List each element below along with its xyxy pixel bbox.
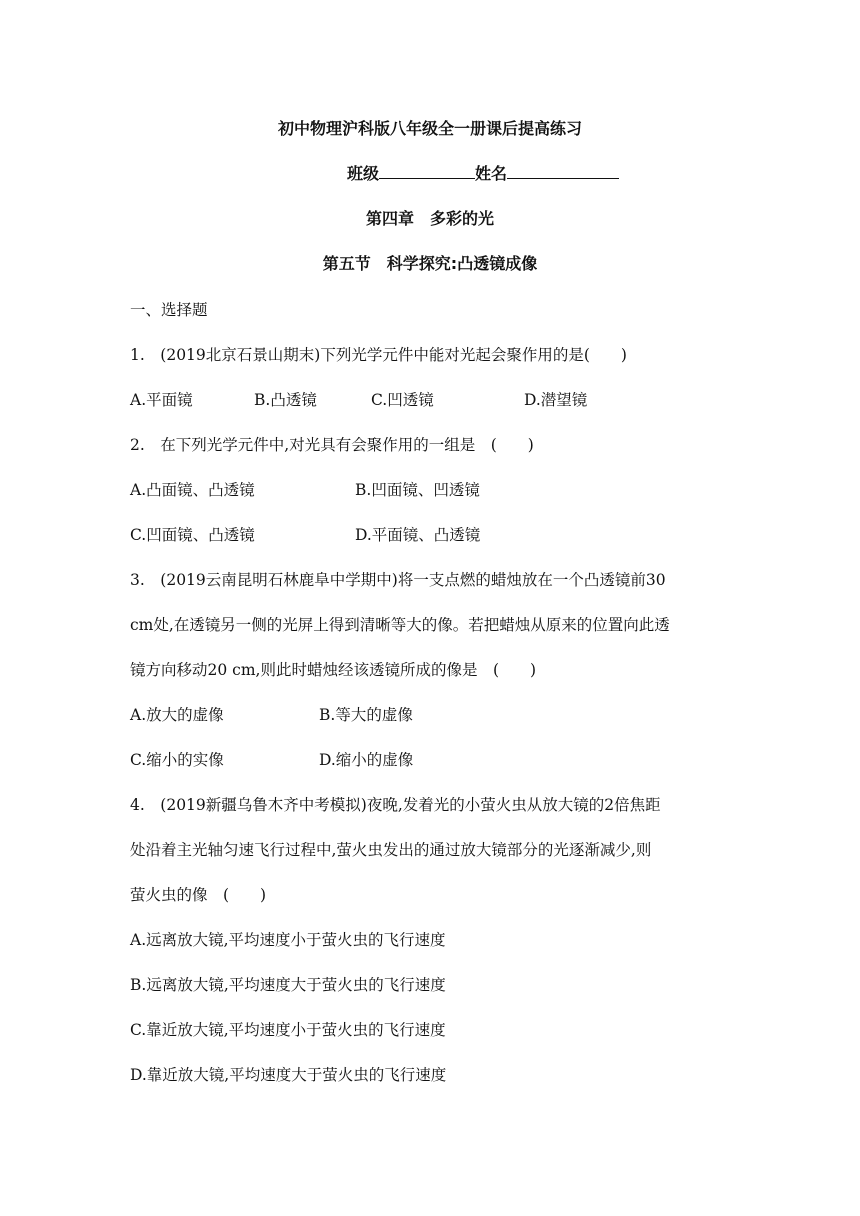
class-label: 班级: [347, 164, 380, 183]
question-3-option-c: C.缩小的实像: [130, 751, 224, 769]
chapter-heading: 第四章 多彩的光: [365, 209, 494, 228]
name-blank[interactable]: [507, 162, 619, 179]
question-3-stem-line-2: cm处,在透镜另一侧的光屏上得到清晰等大的像。若把蜡烛从原来的位置向此透: [130, 616, 670, 634]
question-4-stem-line-1: 4. (2019新疆乌鲁木齐中考模拟)夜晚,发着光的小萤火虫从放大镜的2倍焦距: [130, 796, 661, 814]
section-heading: 第五节 科学探究:凸透镜成像: [322, 254, 538, 273]
worksheet-title: 初中物理沪科版八年级全一册课后提高练习: [277, 119, 582, 138]
question-3-option-a: A.放大的虚像: [130, 706, 224, 724]
question-3-stem-line-3: 镜方向移动20 cm,则此时蜡烛经该透镜所成的像是 ( ): [130, 661, 537, 679]
question-3-stem-line-1: 3. (2019云南昆明石林鹿阜中学期中)将一支点燃的蜡烛放在一个凸透镜前30: [130, 571, 666, 589]
question-4-option-c: C.靠近放大镜,平均速度小于萤火虫的飞行速度: [130, 1021, 446, 1039]
part-heading: 一、选择题: [130, 301, 208, 319]
question-4-option-a: A.远离放大镜,平均速度小于萤火虫的飞行速度: [130, 931, 446, 949]
question-2-option-d: D.平面镜、凸透镜: [355, 526, 481, 544]
class-blank[interactable]: [379, 162, 475, 179]
question-2-option-c: C.凹面镜、凸透镜: [130, 526, 255, 544]
question-1-option-b: B.凸透镜: [254, 391, 317, 409]
question-1-option-d: D.潜望镜: [524, 391, 588, 409]
name-label: 姓名: [475, 164, 508, 183]
question-1-option-c: C.凹透镜: [371, 391, 434, 409]
class-name-line: [347, 161, 619, 184]
question-1-stem: 1. (2019北京石景山期末)下列光学元件中能对光起会聚作用的是( ): [130, 346, 627, 364]
question-4-option-b: B.远离放大镜,平均速度大于萤火虫的飞行速度: [130, 976, 446, 994]
question-4-stem-line-3: 萤火虫的像 ( ): [130, 886, 267, 904]
question-4-stem-line-2: 处沿着主光轴匀速飞行过程中,萤火虫发出的通过放大镜部分的光逐渐减少,则: [130, 841, 652, 859]
question-2-option-b: B.凹面镜、凹透镜: [355, 481, 480, 499]
question-4-option-d: D.靠近放大镜,平均速度大于萤火虫的飞行速度: [130, 1066, 447, 1084]
question-2-option-a: A.凸面镜、凸透镜: [130, 481, 255, 499]
question-1-option-a: A.平面镜: [130, 391, 193, 409]
question-3-option-d: D.缩小的虚像: [319, 751, 414, 769]
question-2-stem: 2. 在下列光学元件中,对光具有会聚作用的一组是 ( ): [130, 436, 534, 454]
question-3-option-b: B.等大的虚像: [319, 706, 413, 724]
